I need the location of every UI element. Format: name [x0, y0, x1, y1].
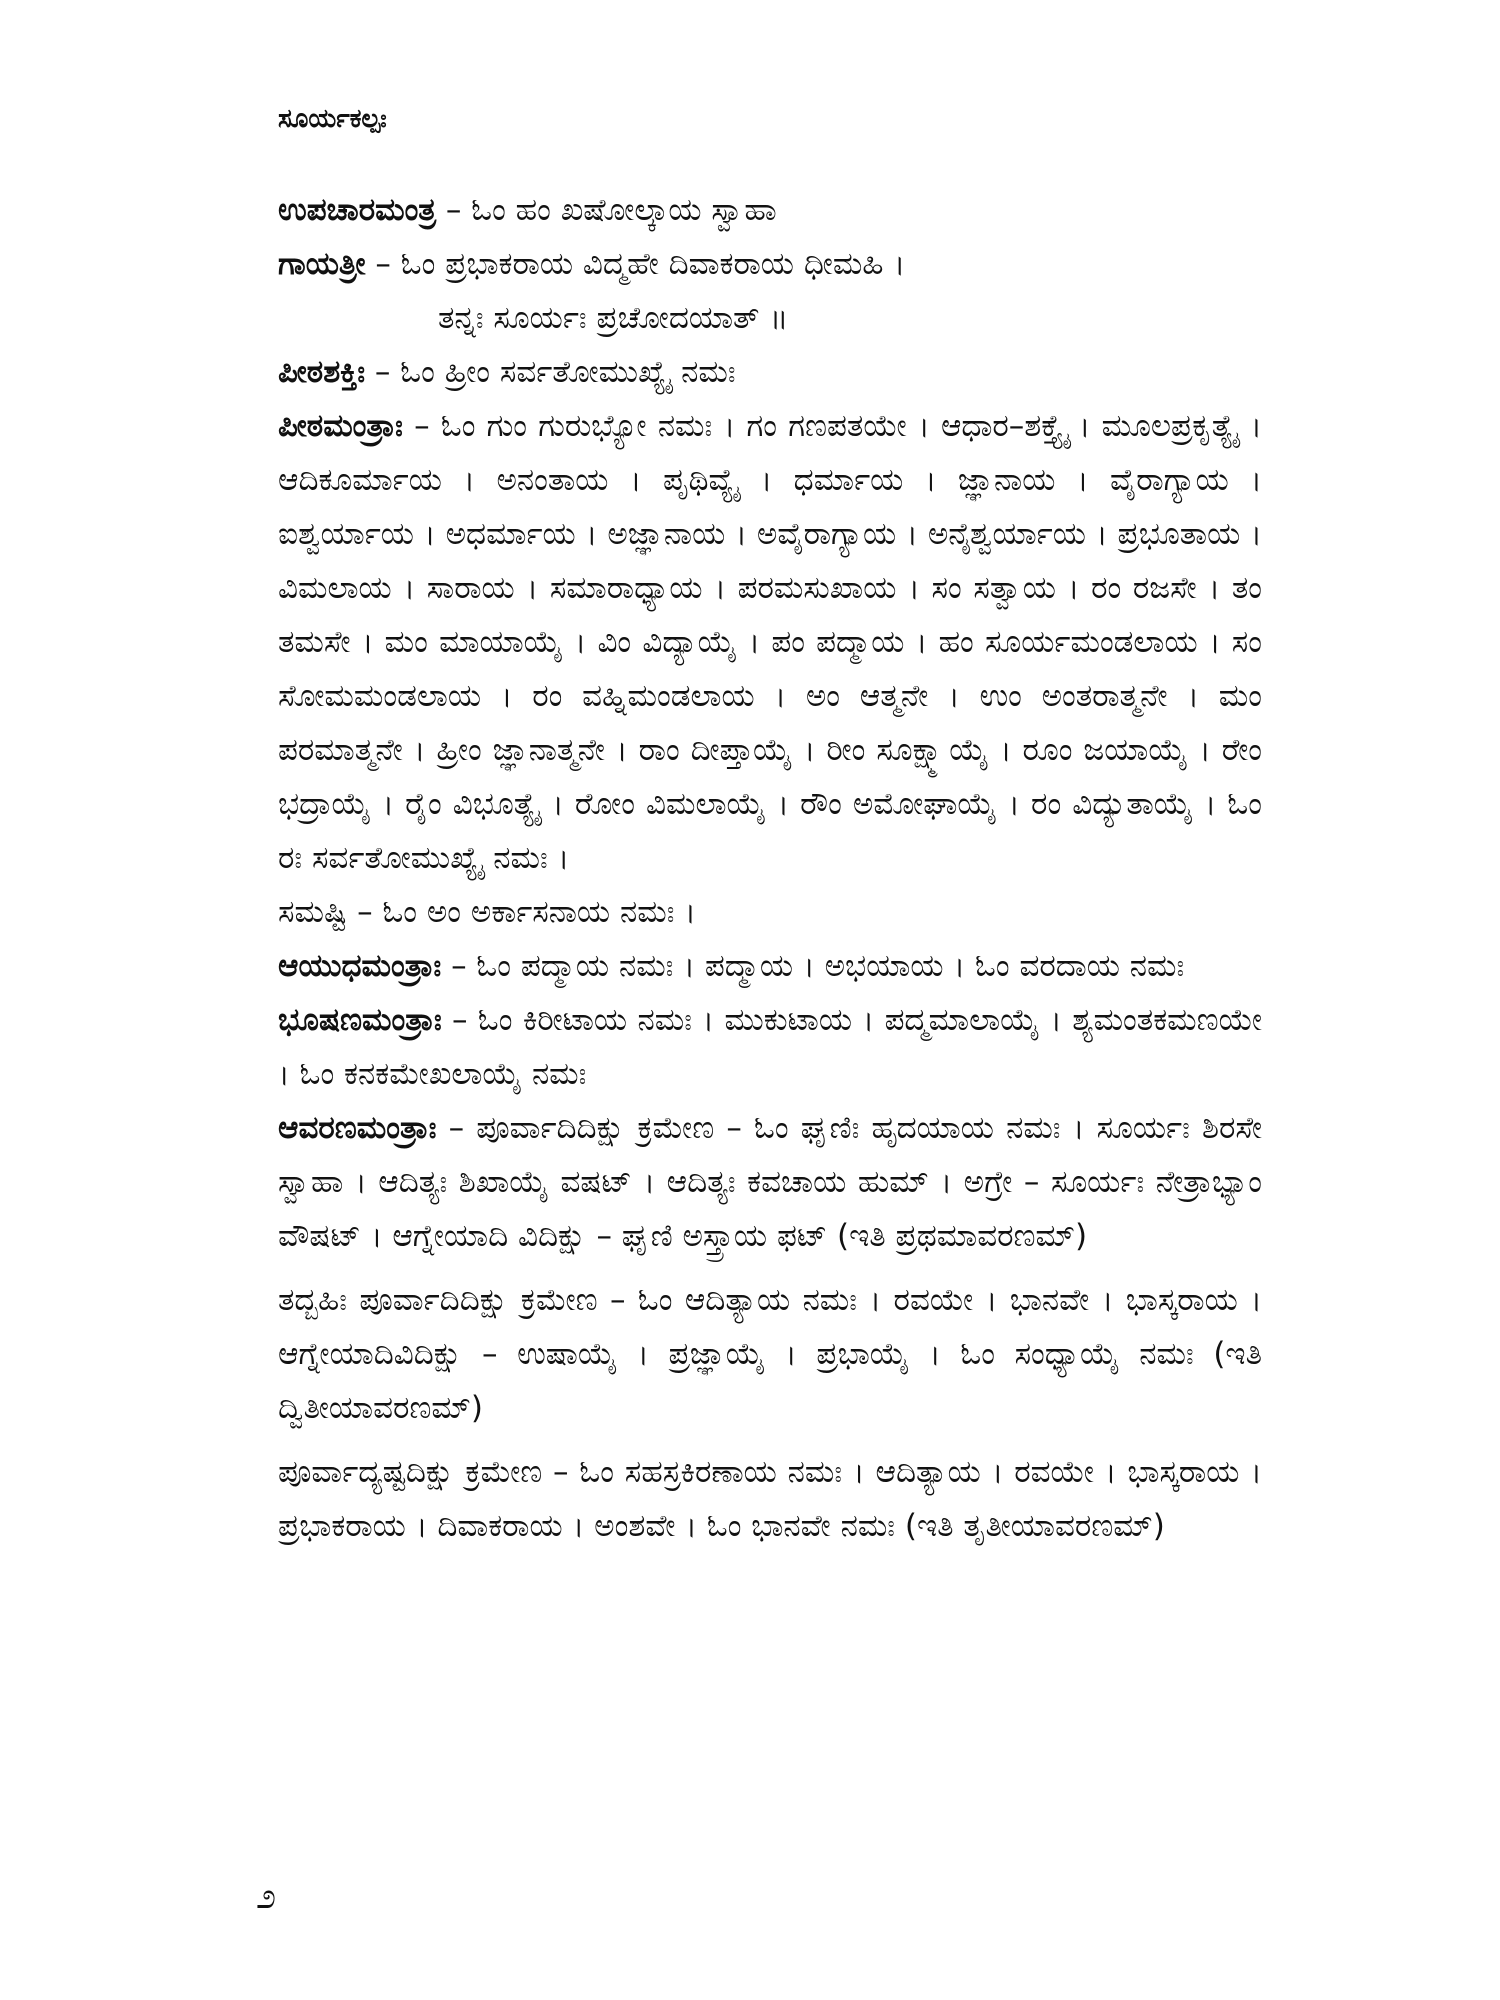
paragraph-heading: ಆಯುಧಮಂತ್ರಾಃ: [278, 948, 442, 984]
paragraph-text: – ಓಂ ಪದ್ಮಾಯ ನಮಃ । ಪದ್ಮಾಯ । ಅಭಯಾಯ । ಓಂ ವರದಾಯ ನಮಃ: [441, 948, 1185, 984]
paragraph-second-avarana: [278, 1273, 1262, 1435]
paragraph-text: ಪೂರ್ವಾದ್ಯಷ್ಟದಿಕ್ಷು ಕ್ರಮೇಣ – ಓಂ ಸಹಸ್ರಕಿರಣಾಯ ನಮಃ । ಆದಿತ್ಯಾಯ । ರವಯೇ । ಭಾಸ್ಕರಾಯ । ಪ್ರಭಾಕರಾಯ । ದಿವಾಕರಾಯ । ಅಂಶವೇ । ಓಂ ಭಾನವೇ ನಮಃ (ಇತಿ ತೃತೀಯಾವರಣಮ್): [278, 1454, 1262, 1544]
paragraph-heading: ಗಾಯತ್ರೀ: [278, 246, 366, 282]
paragraph-text: – ಓಂ ಹ್ರೀಂ ಸರ್ವತೋಮುಖ್ಯೈ ನಮಃ: [365, 354, 736, 390]
paragraph-ayudha-mantra: [278, 939, 1262, 993]
running-title: ಸೂರ್ಯಕಲ್ಪಃ: [278, 104, 387, 134]
paragraph-text: – ಪೂರ್ವಾದಿದಿಕ್ಷು ಕ್ರಮೇಣ – ಓಂ ಘೃಣಿಃ ಹೃದಯಾಯ ನಮಃ । ಸೂರ್ಯಃ ಶಿರಸೇ ಸ್ವಾಹಾ । ಆದಿತ್ಯಃ ಶಿಖಾಯೈ ವಷಟ್ । ಆದಿತ್ಯಃ ಕವಚಾಯ ಹುಮ್ । ಅಗ್ರೇ – ಸೂರ್ಯಃ ನೇತ್ರಾಭ್ಯಾಂ ವೌಷಟ್ । ಆಗ್ನೇಯಾದಿ ವಿದಿಕ್ಷು – ಘೃಣಿ ಅಸ್ತ್ರಾಯ ಫಟ್ (ಇತಿ ಪ್ರಥಮಾವರಣಮ್): [278, 1110, 1262, 1254]
paragraph-text: – ಓಂ ಪ್ರಭಾಕರಾಯ ವಿದ್ಮಹೇ ದಿವಾಕರಾಯ ಧೀಮಹಿ ।: [365, 246, 906, 282]
paragraph-text: – ಓಂ ಗುಂ ಗುರುಭ್ಯೋ ನಮಃ । ಗಂ ಗಣಪತಯೇ । ಆಧಾರ–ಶಕ್ತ್ಯೈ । ಮೂಲಪ್ರಕೃತ್ಯೈ । ಆದಿಕೂರ್ಮಾಯ । ಅನಂತಾಯ । ಪೃಥಿವ್ಯೈ । ಧರ್ಮಾಯ । ಜ್ಞಾನಾಯ । ವೈರಾಗ್ಯಾಯ । ಐಶ್ವರ್ಯಾಯ । ಅಧರ್ಮಾಯ । ಅಜ್ಞಾನಾಯ । ಅವೈರಾಗ್ಯಾಯ । ಅನೈಶ್ವರ್ಯಾಯ । ಪ್ರಭೂತಾಯ । ವಿಮಲಾಯ । ಸಾರಾಯ । ಸಮಾರಾಧ್ಯಾಯ । ಪರಮಸುಖಾಯ । ಸಂ ಸತ್ವಾಯ । ರಂ ರಜಸೇ । ತಂ ತಮಸೇ । ಮಂ ಮಾಯಾಯೈ । ವಿಂ ವಿದ್ಯಾಯೈ । ಪಂ ಪದ್ಮಾಯ । ಹಂ ಸೂರ್ಯಮಂಡಲಾಯ । ಸಂ ಸೋಮಮಂಡಲಾಯ । ರಂ ವಹ್ನಿಮಂಡಲಾಯ । ಅಂ ಆತ್ಮನೇ । ಉಂ ಅಂತರಾತ್ಮನೇ । ಮಂ ಪರಮಾತ್ಮನೇ । ಹ್ರೀಂ ಜ್ಞಾನಾತ್ಮನೇ । ರಾಂ ದೀಪ್ತಾಯೈ । ರೀಂ ಸೂಕ್ಷ್ಮಾಯೈ । ರೂಂ ಜಯಾಯೈ । ರೇಂ ಭದ್ರಾಯೈ । ರೈಂ ವಿಭೂತ್ಯೈ । ರೋಂ ವಿಮಲಾಯೈ । ರೌಂ ಅಮೋಘಾಯೈ । ರಂ ವಿದ್ಯುತಾಯೈ । ಓಂ ರಃ ಸರ್ವತೋಮುಖ್ಯೈ ನಮಃ ।: [278, 408, 1262, 876]
paragraph-text: ತದ್ಬಹಿಃ ಪೂರ್ವಾದಿದಿಕ್ಷು ಕ್ರಮೇಣ – ಓಂ ಆದಿತ್ಯಾಯ ನಮಃ । ರವಯೇ । ಭಾನವೇ । ಭಾಸ್ಕರಾಯ । ಆಗ್ನೇಯಾದಿವಿದಿಕ್ಷು – ಉಷಾಯೈ । ಪ್ರಜ್ಞಾಯೈ । ಪ್ರಭಾಯೈ । ಓಂ ಸಂಧ್ಯಾಯೈ ನಮಃ (ಇತಿ ದ್ವಿತೀಯಾವರಣಮ್): [278, 1282, 1262, 1426]
paragraph-text: ಸಮಷ್ಟಿ – ಓಂ ಅಂ ಅರ್ಕಾಸನಾಯ ನಮಃ ।: [278, 894, 697, 930]
paragraph-pitha-shakti: [278, 345, 1262, 399]
paragraph-avarana-mantra: [278, 1101, 1262, 1263]
paragraph-pitha-mantra: [278, 399, 1262, 885]
paragraph-third-avarana: [278, 1445, 1262, 1553]
paragraph-text: – ಓಂ ಹಂ ಖಷೋಲ್ಕಾಯ ಸ್ವಾಹಾ: [436, 192, 777, 228]
page-body: [278, 183, 1262, 1553]
paragraph-heading: ಪೀಠಮಂತ್ರಾಃ: [278, 408, 403, 444]
page-number: ೨: [256, 1876, 277, 1917]
paragraph-continuation: ತನ್ನಃ ಸೂರ್ಯಃ ಪ್ರಚೋದಯಾತ್ ॥: [438, 300, 789, 336]
paragraph-samashti: [278, 885, 1262, 939]
paragraph-heading: ಭೂಷಣಮಂತ್ರಾಃ: [278, 1002, 442, 1038]
paragraph-heading: ಪೀಠಶಕ್ತಿಃ: [278, 354, 366, 390]
paragraph-text: – ಓಂ ಕಿರೀಟಾಯ ನಮಃ । ಮುಕುಟಾಯ । ಪದ್ಮಮಾಲಾಯೈ । ಶ್ಯಮಂತಕಮಣಯೇ । ಓಂ ಕನಕಮೇಖಲಾಯೈ ನಮಃ: [278, 1002, 1262, 1092]
paragraph-upachara-mantra: [278, 183, 1262, 237]
paragraph-heading: ಆವರಣಮಂತ್ರಾಃ: [278, 1110, 437, 1146]
paragraph-gayatri: [278, 237, 1262, 345]
paragraph-heading: ಉಪಚಾರಮಂತ್ರ: [278, 192, 437, 228]
paragraph-bhushana-mantra: [278, 993, 1262, 1101]
